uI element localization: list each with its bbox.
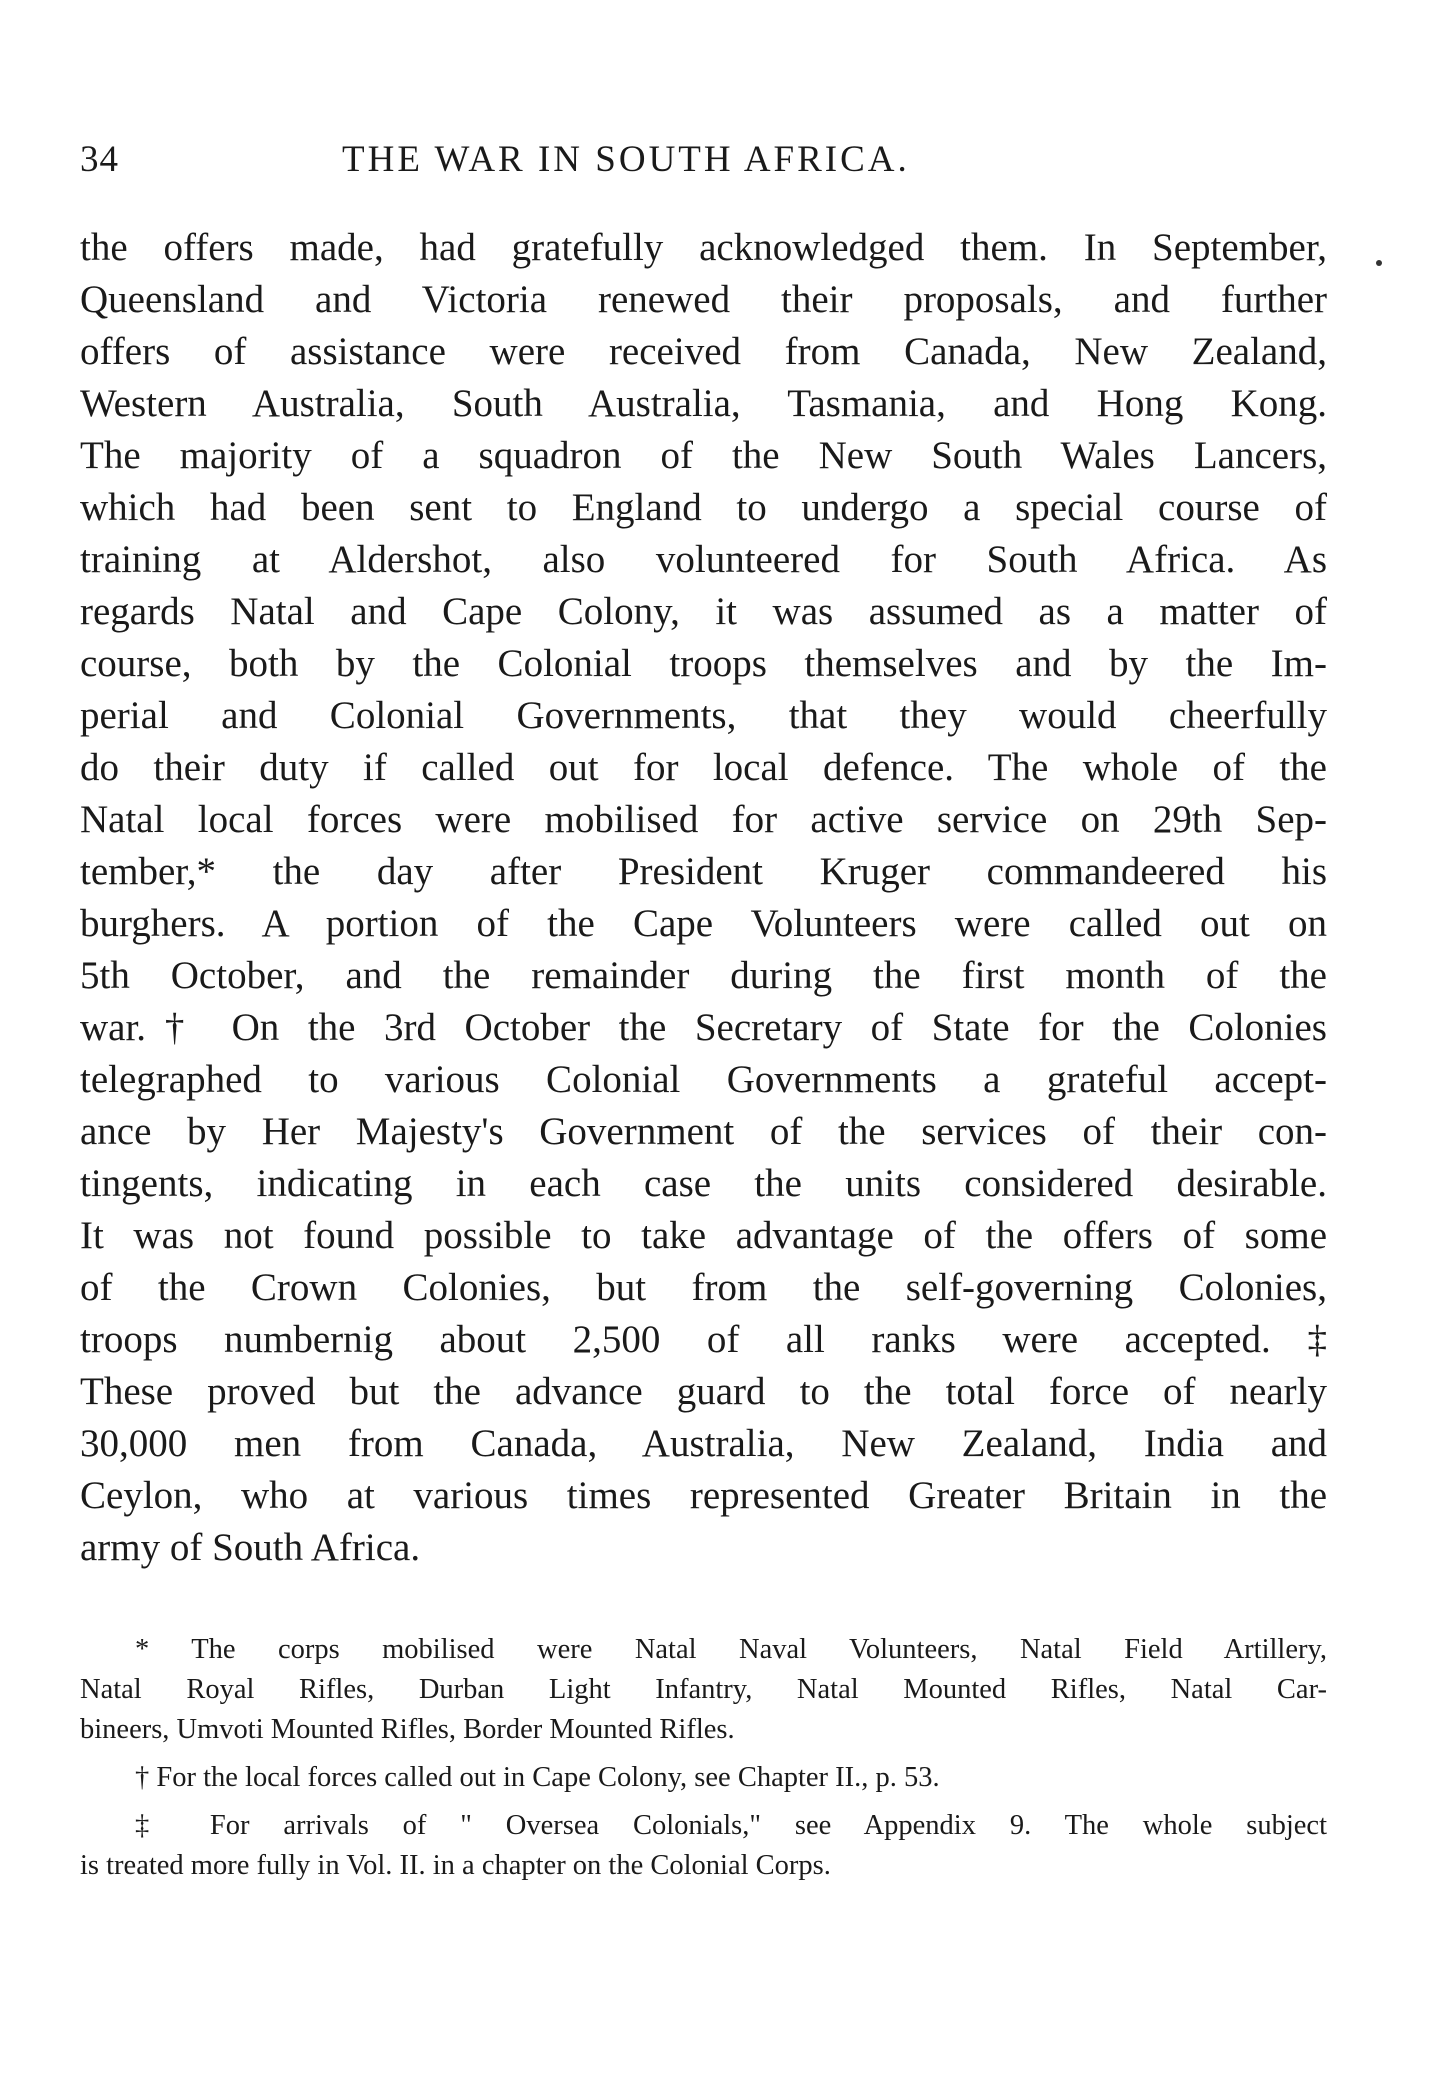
body-line: of the Crown Colonies, but from the self-governing Colonies, (80, 1266, 1327, 1309)
footnote-line: bineers, Umvoti Mounted Rifles, Border Mounted Rifles. (80, 1714, 735, 1745)
body-line: war.† On the 3rd October the Secretary of State for the Colonies (80, 1006, 1327, 1049)
body-line: training at Aldershot, also volunteered for South Africa. As (80, 538, 1327, 581)
footnote-line: † For the local forces called out in Cape Colony, see Chapter II., p. 53. (135, 1762, 940, 1793)
body-line: The majority of a squadron of the New South Wales Lancers, (80, 434, 1327, 477)
footnote-line: ‡ For arrivals of " Oversea Colonials," see Appendix 9. The whole subject (135, 1810, 1327, 1841)
body-paragraph (80, 222, 1327, 1574)
body-line: burghers. A portion of the Cape Volunteers were called out on (80, 902, 1327, 945)
body-line: troops numbernig about 2,500 of all ranks were accepted.‡ (80, 1318, 1327, 1361)
footnote-dagger (80, 1758, 1327, 1798)
body-line: Ceylon, who at various times represented Greater Britain in the (80, 1474, 1327, 1517)
running-head: THE WAR IN SOUTH AFRICA. (342, 139, 910, 180)
body-line: Natal local forces were mobilised for active service on 29th Sep- (80, 798, 1327, 841)
body-line: regards Natal and Cape Colony, it was assumed as a matter of (80, 590, 1327, 633)
body-line: These proved but the advance guard to the total force of nearly (80, 1370, 1327, 1413)
footnote-star (80, 1630, 1327, 1750)
body-line: army of South Africa. (80, 1526, 421, 1569)
body-line: 30,000 men from Canada, Australia, New Zealand, India and (80, 1422, 1327, 1465)
body-line: tember,* the day after President Kruger commandeered his (80, 850, 1327, 893)
footnote-line: Natal Royal Rifles, Durban Light Infantry, Natal Mounted Rifles, Natal Car- (80, 1674, 1327, 1705)
stray-ink-dot (1376, 260, 1382, 266)
footnote-double-dagger (80, 1806, 1327, 1886)
body-line: tingents, indicating in each case the units considered desirable. (80, 1162, 1327, 1205)
footnote-line: is treated more fully in Vol. II. in a chapter on the Colonial Corps. (80, 1850, 831, 1881)
body-line: the offers made, had gratefully acknowledged them. In September, (80, 226, 1327, 269)
body-line: telegraphed to various Colonial Governments a grateful accept- (80, 1058, 1327, 1101)
page-header (80, 138, 1090, 188)
body-line: which had been sent to England to undergo a special course of (80, 486, 1327, 529)
body-line: do their duty if called out for local defence. The whole of the (80, 746, 1327, 789)
body-line: Queensland and Victoria renewed their proposals, and further (80, 278, 1327, 321)
body-line: 5th October, and the remainder during the first month of the (80, 954, 1327, 997)
footnote-line: * The corps mobilised were Natal Naval Volunteers, Natal Field Artillery, (135, 1634, 1327, 1665)
body-line: ance by Her Majesty's Government of the services of their con- (80, 1110, 1327, 1153)
footnotes (80, 1630, 1327, 1886)
page-number: 34 (80, 139, 119, 180)
body-line: course, both by the Colonial troops themselves and by the Im- (80, 642, 1327, 685)
body-line: Western Australia, South Australia, Tasmania, and Hong Kong. (80, 382, 1327, 425)
body-line: offers of assistance were received from Canada, New Zealand, (80, 330, 1327, 373)
body-line: It was not found possible to take advantage of the offers of some (80, 1214, 1327, 1257)
body-line: perial and Colonial Governments, that they would cheerfully (80, 694, 1327, 737)
